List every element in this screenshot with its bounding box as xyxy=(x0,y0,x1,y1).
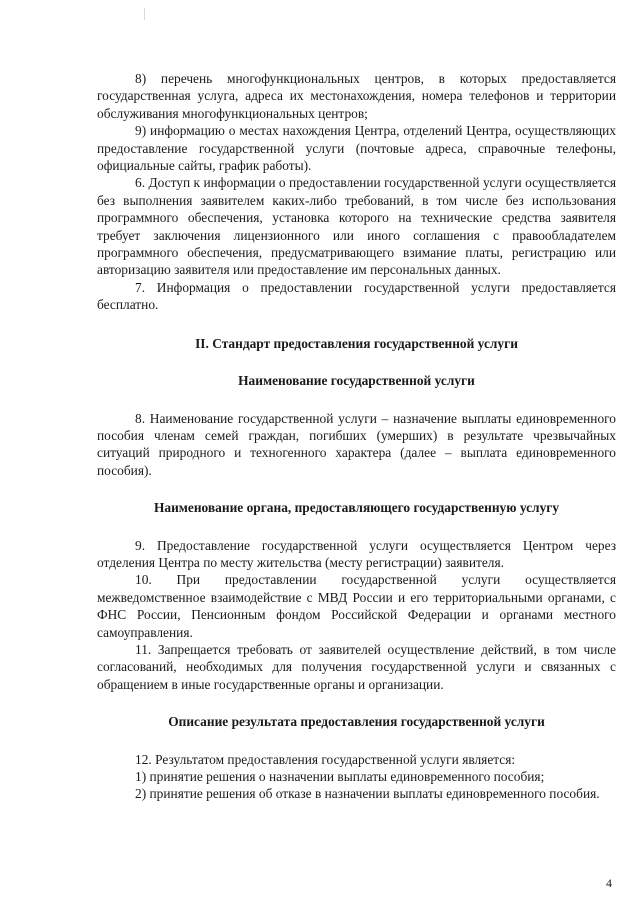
paragraph-item-8: 8) перечень многофункциональных центров, в которых предоставляется государственная услуга, адреса их местонахождения, номера телефонов и территории обслуживания многофункциональных центров; xyxy=(97,71,616,121)
page-number: 4 xyxy=(606,876,612,890)
paragraph-10: 10. При предоставлении государственной услуги осуществляется межведомственное взаимодействие с МВД России и его территориальными органами, с ФНС России, Пенсионным фондом Российской Федерации и органами местного самоуправления. xyxy=(97,572,616,640)
subsection-name-title: Наименование государственной услуги xyxy=(238,373,475,389)
section-title: II. Стандарт предоставления государственной услуги xyxy=(195,335,518,351)
paragraph-8: 8. Наименование государственной услуги – назначение выплаты единовременного пособия членам семей граждан, погибших (умерших) в результате чрезвычайных ситуаций природного и техногенного характера (далее – выплата единовременного пособия). xyxy=(97,410,616,478)
paragraph-11: 11. Запрещается требовать от заявителей осуществление действий, в том числе согласований, необходимых для получения государственной услуги и связанных с обращением в иные государственные органы и организации. xyxy=(97,641,616,692)
paragraph-9: 9. Предоставление государственной услуги осуществляется Центром через отделения Центра по месту жительства (месту регистрации) заявителя. xyxy=(97,537,616,570)
result-item-1: 1) принятие решения о назначении выплаты единовременного пособия; xyxy=(135,769,545,784)
paragraph-item-9: 9) информацию о местах нахождения Центра, отделений Центра, осуществляющих предоставление государственной услуги (почтовые адреса, справочные телефоны, официальные сайты, график работы). xyxy=(97,123,616,174)
paragraph-7: 7. Информация о предоставлении государственной услуги предоставляется бесплатно. xyxy=(97,279,616,313)
result-item-2: 2) принятие решения об отказе в назначении выплаты единовременного пособия. xyxy=(135,786,600,802)
document-page xyxy=(97,70,616,803)
subsection-result-title: Описание результата предоставления государственной услуги xyxy=(168,714,545,730)
subsection-organ-title: Наименование органа, предоставляющего государственную услугу xyxy=(153,500,560,516)
scan-speck xyxy=(144,8,145,20)
paragraph-12: 12. Результатом предоставления государственной услуги является: xyxy=(135,751,516,767)
paragraph-6: 6. Доступ к информации о предоставлении государственной услуги осуществляется без выполнения заявителем каких-либо требований, в том числе без использования программного обеспечения, установка которого на технические средства заявителя требует заключения лицензионного или иного соглашения с правообладателем программного обеспечения, предусматривающего взимание платы, регистрацию или авторизацию заявителя или предоставление им персональных данных. xyxy=(97,175,616,278)
